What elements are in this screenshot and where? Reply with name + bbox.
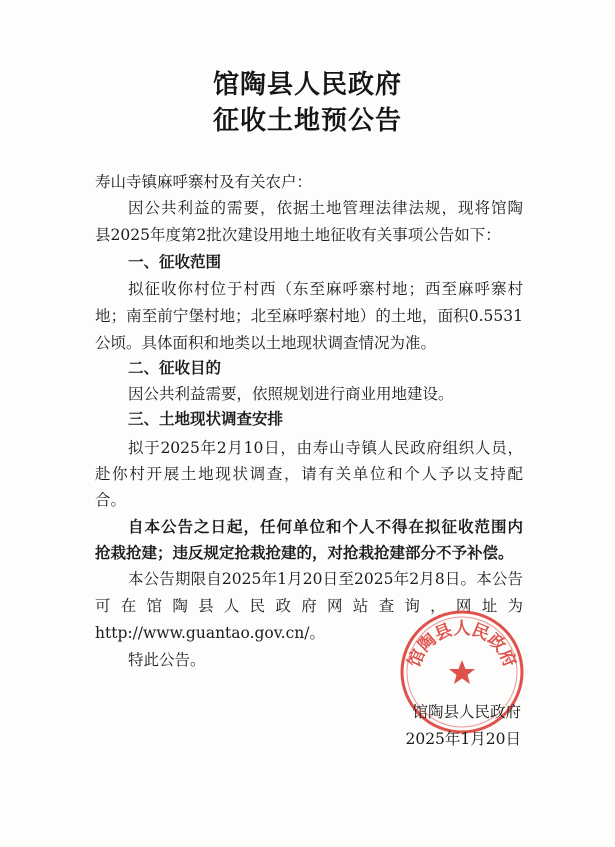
period-line-1: 本公告期限自2025年1月20日至2025年2月8日。本公告 [128,570,523,588]
closing-text: 特此公告。 [128,651,206,669]
seal-star-icon [449,660,475,684]
salutation: 寿山寺镇麻呼寨村及有关农户： [95,173,313,191]
signature-org: 馆陶县人民政府 [412,703,521,721]
section3-line-2: 赴你村开展土地现状调查，请有关单位和个人予以支持配 [95,465,523,483]
seal-text: 馆陶县人民政府 [404,619,520,671]
signature-date: 2025年1月20日 [405,730,521,748]
website-url: http://www.guantao.gov.cn/。 [95,624,325,642]
section1-heading: 一、征收范围 [128,253,222,271]
section2-heading: 二、征收目的 [128,359,222,377]
section3-line-1: 拟于2025年2月10日，由寿山寺镇人民政府组织人员， [128,439,523,457]
warning-line-2: 抢栽抢建；违反规定抢栽抢建的，对抢栽抢建部分不予补偿。 [95,544,514,562]
section3-line-3: 合。 [95,491,127,509]
intro-line-1: 因公共利益的需要，依据土地管理法律法规，现将馆陶 [128,199,523,217]
section1-line-1: 拟征收你村位于村西（东至麻呼寨村地；西至麻呼寨村 [128,280,523,298]
page-subtitle: 征收土地预公告 [212,106,402,136]
section1-line-3: 公顷。具体面积和地类以土地现状调查情况为准。 [95,334,437,352]
section2-line-1: 因公共利益需要，依照规划进行商业用地建设。 [128,385,454,403]
period-line-2: 可在馆陶县人民政府网站查询，网址为 [95,597,523,615]
section3-heading: 三、土地现状调查安排 [128,410,284,428]
page-title: 馆陶县人民政府 [212,70,402,100]
warning-line-1: 自本公告之日起，任何单位和个人不得在拟征收范围内 [128,518,523,536]
section1-line-2: 地；南至前宁堡村地；北至麻呼寨村地）的土地，面积0.5531 [95,307,523,325]
intro-line-2: 县2025年度第2批次建设用地土地征收有关事项公告如下： [95,226,501,244]
